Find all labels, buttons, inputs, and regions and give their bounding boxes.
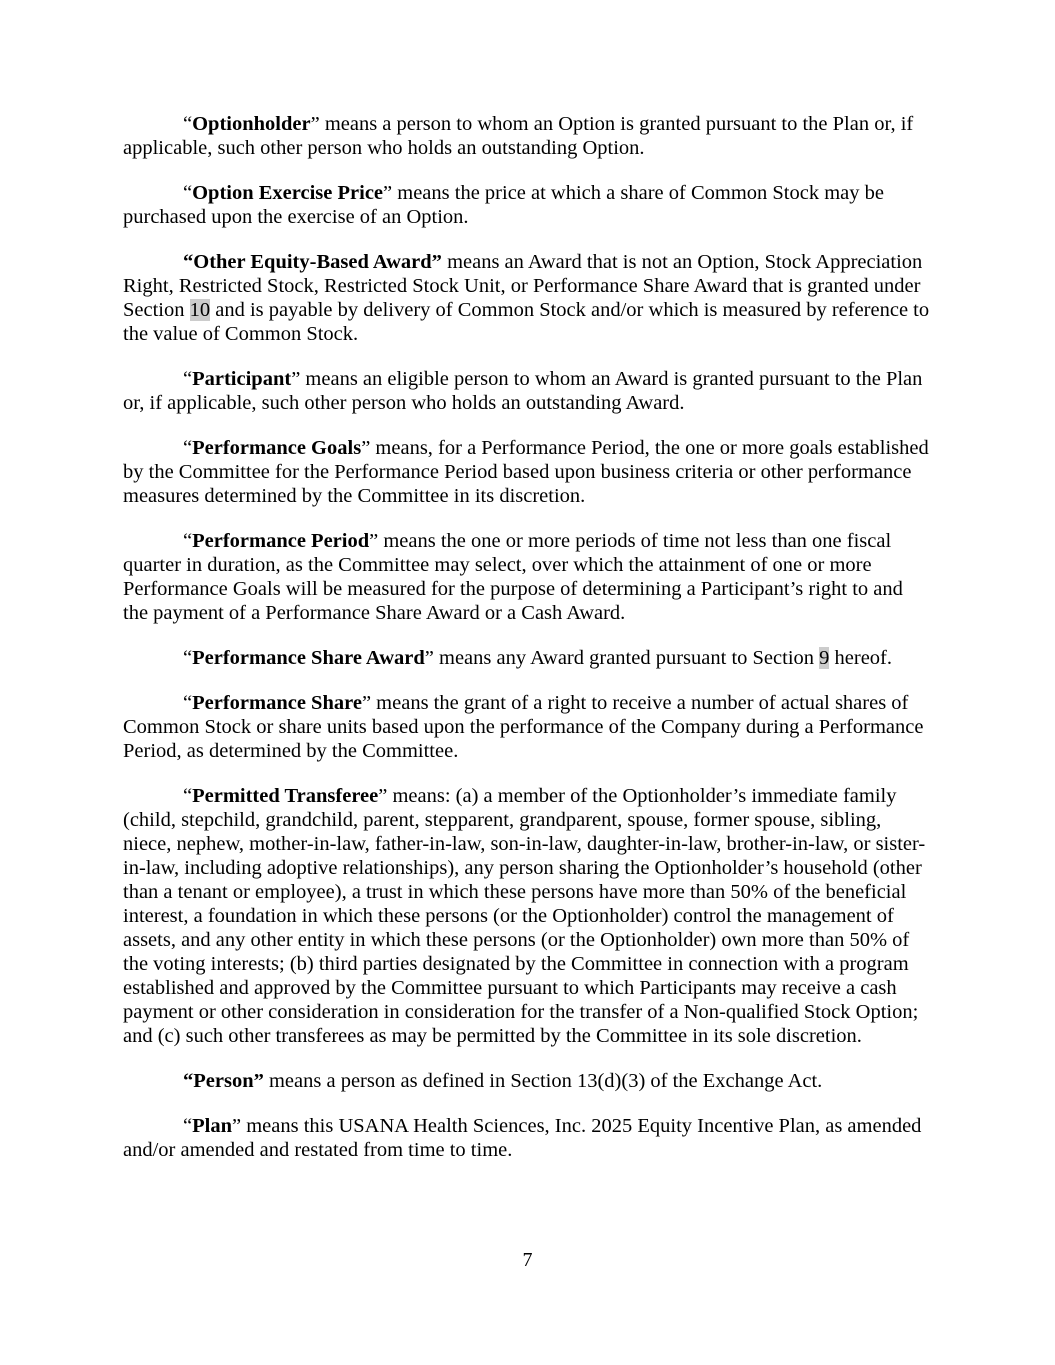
close-quote: ” (361, 692, 372, 714)
definition-text: means, for a Performance Period, the one or more goals established by the Committee for the Performance Period based upon business criteria or other performance measures determined by the Committee in its discretion. (123, 437, 929, 507)
defined-term: Plan (192, 1115, 232, 1137)
open-quote: “ (183, 368, 193, 390)
document-body (123, 112, 931, 1183)
defined-term: “Person” (183, 1070, 264, 1092)
definition-text: means a person as defined in Section 13(d)(3) of the Exchange Act. (263, 1070, 823, 1092)
open-quote: “ (183, 113, 193, 135)
para-plan (123, 1114, 931, 1162)
para-performance-goals (123, 436, 931, 508)
para-person (123, 1069, 931, 1093)
para-option-exercise-price (123, 181, 931, 229)
page-number: 7 (522, 1249, 533, 1271)
open-quote: “ (183, 437, 193, 459)
defined-term: “Other Equity-Based Award” (183, 251, 442, 273)
definition-text: means an eligible person to whom an Award is granted pursuant to the Plan or, if applicable, such other person who holds an outstanding Award. (123, 368, 923, 414)
definition-text: means an Award that is not an Option, Stock Appreciation Right, Restricted Stock, Restricted Stock Unit, or Performance Share Award that is granted under Section (123, 251, 923, 321)
defined-term: Performance Share (192, 692, 362, 714)
definition-text: means this USANA Health Sciences, Inc. 2025 Equity Incentive Plan, as amended and/or amended and restated from time to time. (123, 1115, 922, 1161)
close-quote: ” (361, 437, 371, 459)
open-quote: “ (183, 530, 193, 552)
defined-term: Performance Goals (192, 437, 362, 459)
para-other-equity-based-award (123, 250, 931, 346)
highlighted-section-number: 9 (819, 647, 830, 669)
defined-term: Performance Share Award (192, 647, 425, 669)
defined-term: Participant (192, 368, 292, 390)
close-quote: ” (383, 182, 393, 204)
defined-term: Permitted Transferee (192, 785, 379, 807)
definition-text: means: (a) a member of the Optionholder’s immediate family (child, stepchild, grandchild, parent, stepparent, grandparent, spouse, former spouse, sibling, niece, nephew, mother-in-law, father-in-law, son-in-law, daughter-in-law, brother-in-law, or sister-in-law, including adoptive relationships), any person sharing the Optionholder’s household (other than a tenant or employee), a trust in which these persons have more than 50% of the beneficial interest, a foundation in which these persons (or the Optionholder) control the management of assets, and any other entity in which these persons (or the Optionholder) own more than 50% of the voting interests; (b) third parties designated by the Committee in connection with a program established and approved by the Committee pursuant to which Participants may receive a cash payment or other consideration in consideration for the transfer of a Non-qualified Stock Option; and (c) such other transferees as may be permitted by the Committee in its sole discretion. (123, 785, 926, 1047)
para-participant (123, 367, 931, 415)
para-performance-share-award (123, 646, 931, 670)
open-quote: “ (183, 1115, 193, 1137)
para-performance-period (123, 529, 931, 625)
open-quote: “ (183, 692, 193, 714)
definition-text: means the price at which a share of Common Stock may be purchased upon the exercise of an Option. (123, 182, 884, 228)
definition-text: hereof. (829, 647, 892, 669)
close-quote: ” (310, 113, 320, 135)
close-quote: ” (369, 530, 379, 552)
highlighted-section-number: 10 (189, 299, 211, 321)
definition-text: means any Award granted pursuant to Section (433, 647, 820, 669)
para-optionholder (123, 112, 931, 160)
definition-text: and is payable by delivery of Common Stock and/or which is measured by reference to the value of Common Stock. (123, 299, 930, 345)
open-quote: “ (183, 785, 193, 807)
defined-term: Optionholder (192, 113, 311, 135)
definition-text: means the one or more periods of time not less than one fiscal quarter in duration, as the Committee may select, over which the attainment of one or more Performance Goals will be measured for the purpose of determining a Participant’s right to and the payment of a Performance Share Award or a Cash Award. (123, 530, 903, 624)
defined-term: Performance Period (192, 530, 370, 552)
close-quote: ” (231, 1115, 242, 1137)
definition-text: means the grant of a right to receive a number of actual shares of Common Stock or share units based upon the performance of the Company during a Performance Period, as determined by the Committee. (123, 692, 924, 762)
para-performance-share (123, 691, 931, 763)
para-permitted-transferee (123, 784, 931, 1048)
open-quote: “ (183, 647, 193, 669)
definition-text: means a person to whom an Option is granted pursuant to the Plan or, if applicable, such other person who holds an outstanding Option. (123, 113, 914, 159)
close-quote: ” (424, 647, 434, 669)
open-quote: “ (183, 182, 193, 204)
close-quote: ” (378, 785, 388, 807)
defined-term: Option Exercise Price (192, 182, 384, 204)
close-quote: ” (291, 368, 301, 390)
